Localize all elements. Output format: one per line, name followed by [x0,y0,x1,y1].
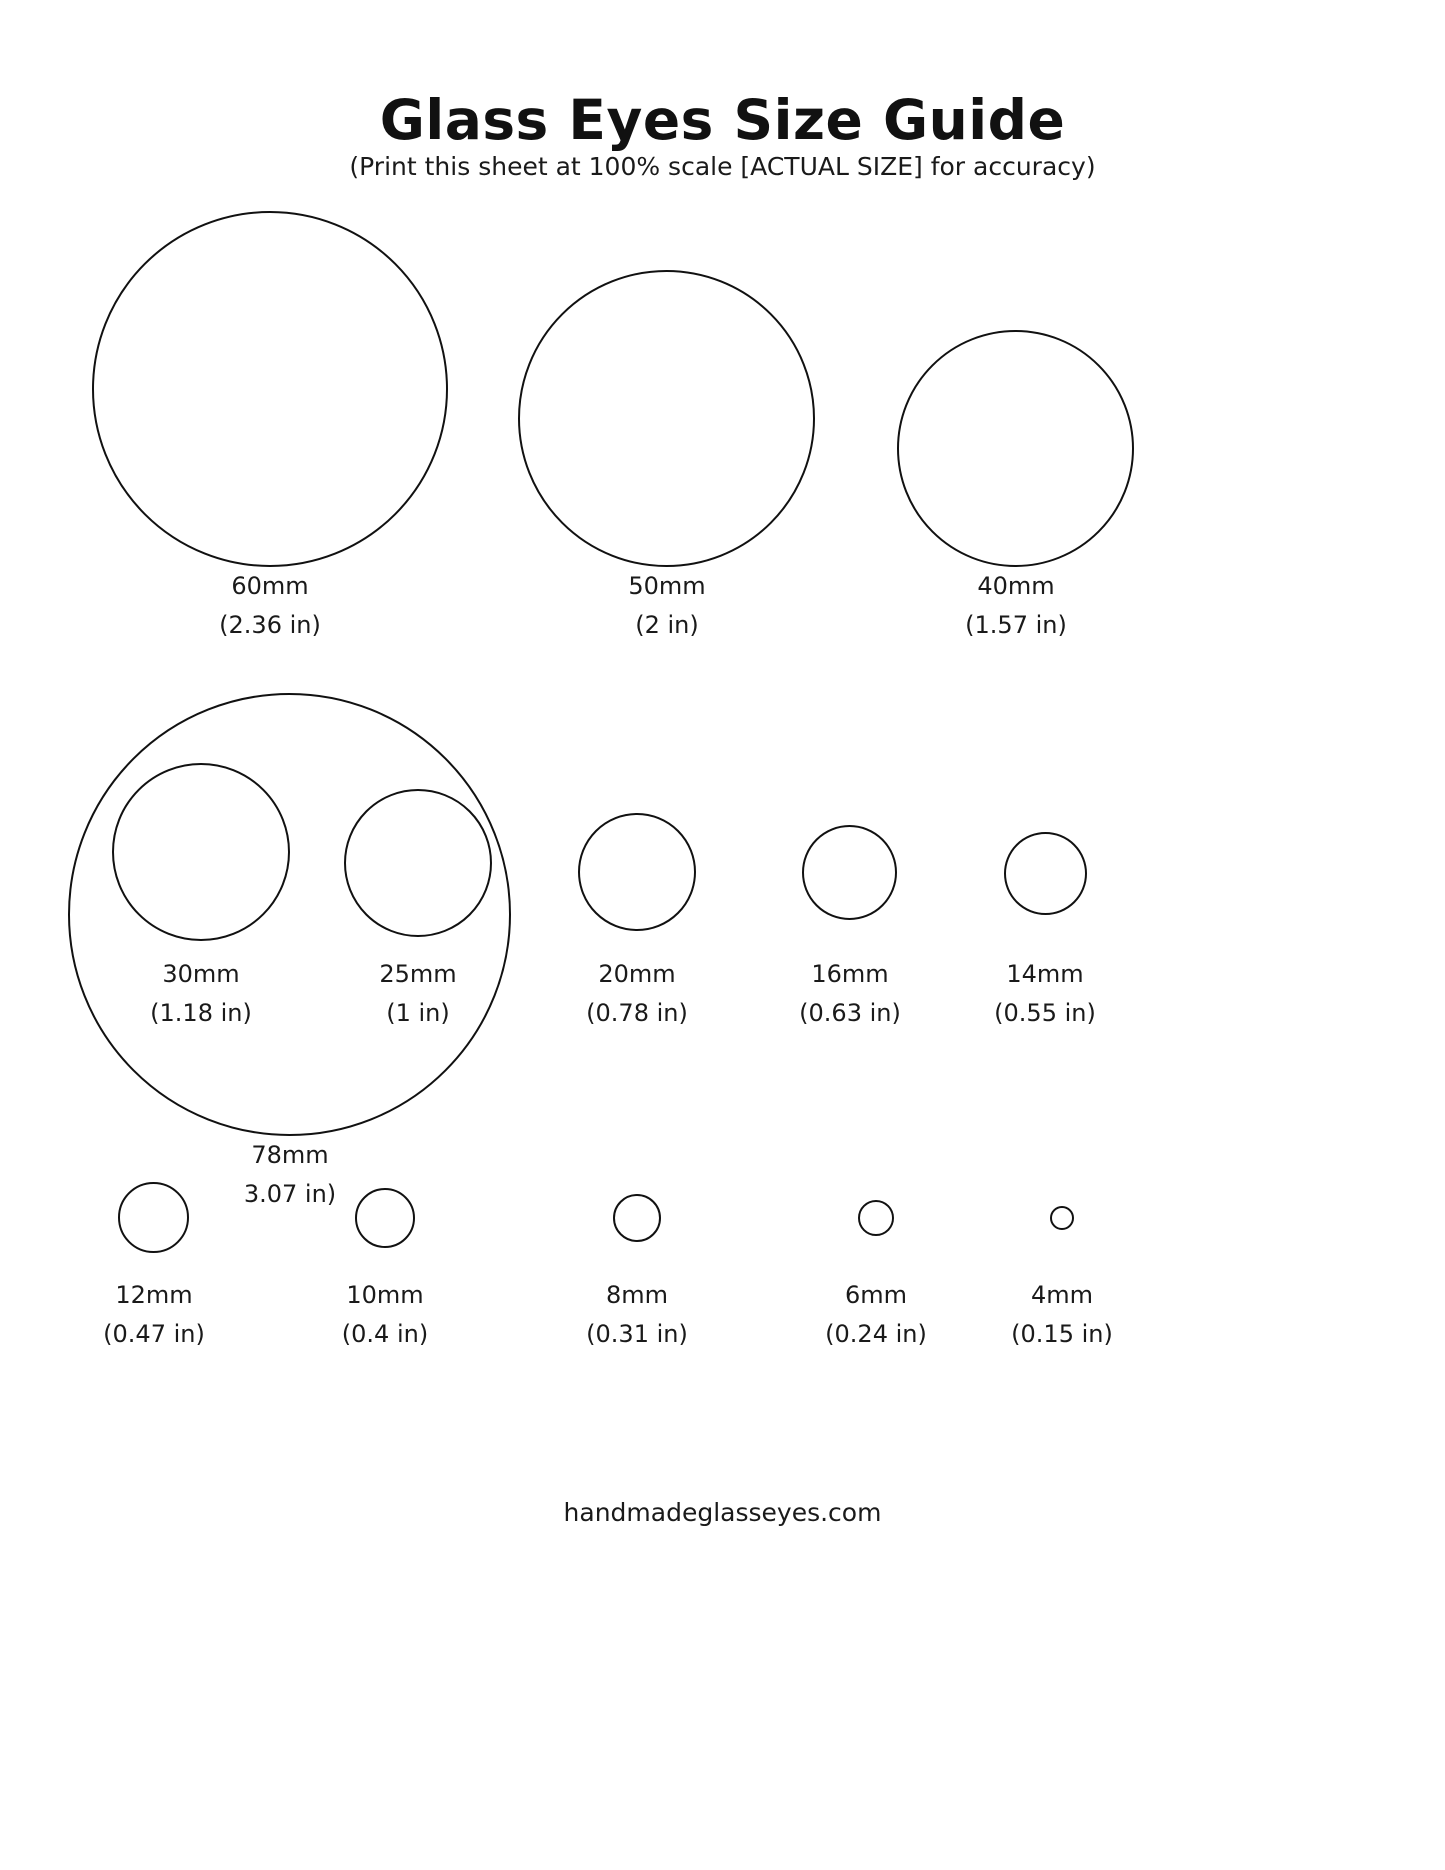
page-subtitle: (Print this sheet at 100% scale [ACTUAL SIZE] for accuracy) [349,152,1096,181]
circle-6mm [858,1200,894,1236]
size-inches: (1.57 in) [965,610,1067,639]
label-14mm [865,955,1225,1033]
label-40mm [836,567,1196,645]
size-inches: (0.24 in) [825,1319,927,1348]
size-mm: 30mm [162,960,240,988]
size-inches: (2.36 in) [219,610,321,639]
size-mm: 40mm [977,572,1055,600]
circle-12mm [118,1182,189,1253]
size-mm: 16mm [811,960,889,988]
size-mm: 6mm [844,1281,908,1309]
size-mm: 50mm [628,572,706,600]
circle-8mm [613,1194,661,1242]
footer-website: handmadeglasseyes.com [563,1498,882,1527]
circle-10mm [355,1188,415,1248]
size-inches: (0.47 in) [103,1319,205,1348]
size-mm: 25mm [379,960,457,988]
size-inches: (1.18 in) [150,998,252,1027]
size-inches: (0.31 in) [586,1319,688,1348]
circle-25mm [344,789,492,937]
page-title: Glass Eyes Size Guide [379,88,1066,152]
circle-50mm [518,270,815,567]
size-mm: 8mm [605,1281,669,1309]
circle-60mm [92,211,448,567]
size-inches: (1 in) [386,998,450,1027]
size-mm: 20mm [598,960,676,988]
label-4mm [882,1276,1242,1354]
circle-40mm [897,330,1134,567]
circle-4mm [1050,1206,1074,1230]
size-inches: (0.55 in) [994,998,1096,1027]
size-mm: 14mm [1006,960,1084,988]
size-inches: (0.4 in) [341,1319,429,1348]
label-60mm [90,567,450,645]
size-inches: 3.07 in) [243,1179,337,1208]
size-inches: (2 in) [635,610,699,639]
size-mm: 10mm [346,1281,424,1309]
size-mm: 60mm [231,572,309,600]
size-mm: 12mm [115,1281,193,1309]
size-inches: (0.15 in) [1011,1319,1113,1348]
circle-20mm [578,813,696,931]
circle-16mm [802,825,897,920]
size-mm: 78mm [251,1141,329,1169]
size-inches: (0.63 in) [799,998,901,1027]
size-mm: 4mm [1030,1281,1094,1309]
label-50mm [487,567,847,645]
size-inches: (0.78 in) [586,998,688,1027]
circle-14mm [1004,832,1087,915]
circle-30mm [112,763,290,941]
